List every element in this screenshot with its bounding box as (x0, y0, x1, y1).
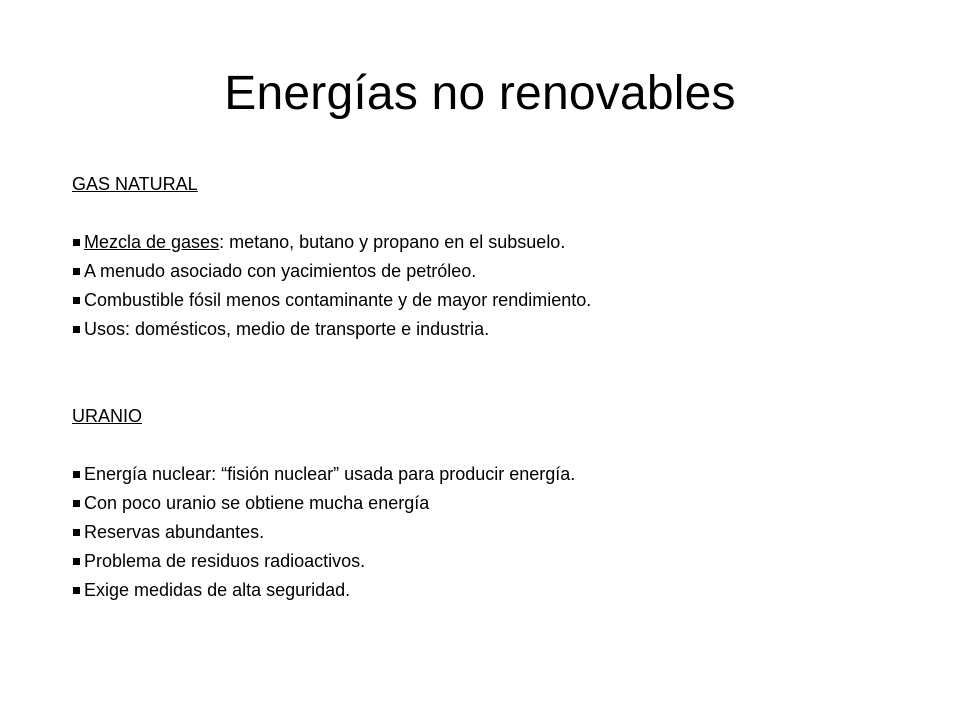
bullet-text-rest: : metano, butano y propano en el subsuelo. (219, 232, 566, 252)
square-bullet-icon (72, 489, 84, 518)
list-item (72, 315, 892, 344)
list-item (72, 286, 892, 315)
mezcla-de-gases-link[interactable]: Mezcla de gases (84, 232, 220, 252)
spacer (72, 431, 892, 460)
square-bullet-icon (72, 576, 84, 605)
list-item (72, 228, 892, 257)
spacer (72, 199, 892, 228)
section-heading-gas-natural: GAS NATURAL (72, 174, 198, 194)
section-heading-uranio: URANIO (72, 406, 143, 426)
square-bullet-icon (72, 257, 84, 286)
list-item (72, 518, 892, 547)
gas-natural-list (72, 228, 892, 344)
square-bullet-icon (72, 315, 84, 344)
square-bullet-icon (72, 547, 84, 576)
list-item (72, 547, 892, 576)
bullet-text: Exige medidas de alta seguridad. (84, 580, 351, 600)
bullet-text: Combustible fósil menos contaminante y de mayor rendimiento. (84, 290, 592, 310)
list-item (72, 576, 892, 605)
list-item (72, 460, 892, 489)
list-item (72, 257, 892, 286)
list-item (72, 489, 892, 518)
square-bullet-icon (72, 286, 84, 315)
slide-content (72, 170, 892, 605)
bullet-text (84, 228, 565, 257)
spacer (72, 344, 892, 402)
bullet-text: Con poco uranio se obtiene mucha energía (84, 493, 430, 513)
uranio-list (72, 460, 892, 605)
square-bullet-icon (72, 460, 84, 489)
square-bullet-icon (72, 228, 84, 257)
square-bullet-icon (72, 518, 84, 547)
bullet-text: A menudo asociado con yacimientos de petróleo. (84, 261, 477, 281)
bullet-text: Problema de residuos radioactivos. (84, 551, 366, 571)
bullet-text: Energía nuclear: “fisión nuclear” usada para producir energía. (84, 464, 576, 484)
bullet-text: Reservas abundantes. (84, 522, 265, 542)
slide-title: Energías no renovables (224, 67, 736, 120)
bullet-text: Usos: domésticos, medio de transporte e industria. (84, 319, 490, 339)
